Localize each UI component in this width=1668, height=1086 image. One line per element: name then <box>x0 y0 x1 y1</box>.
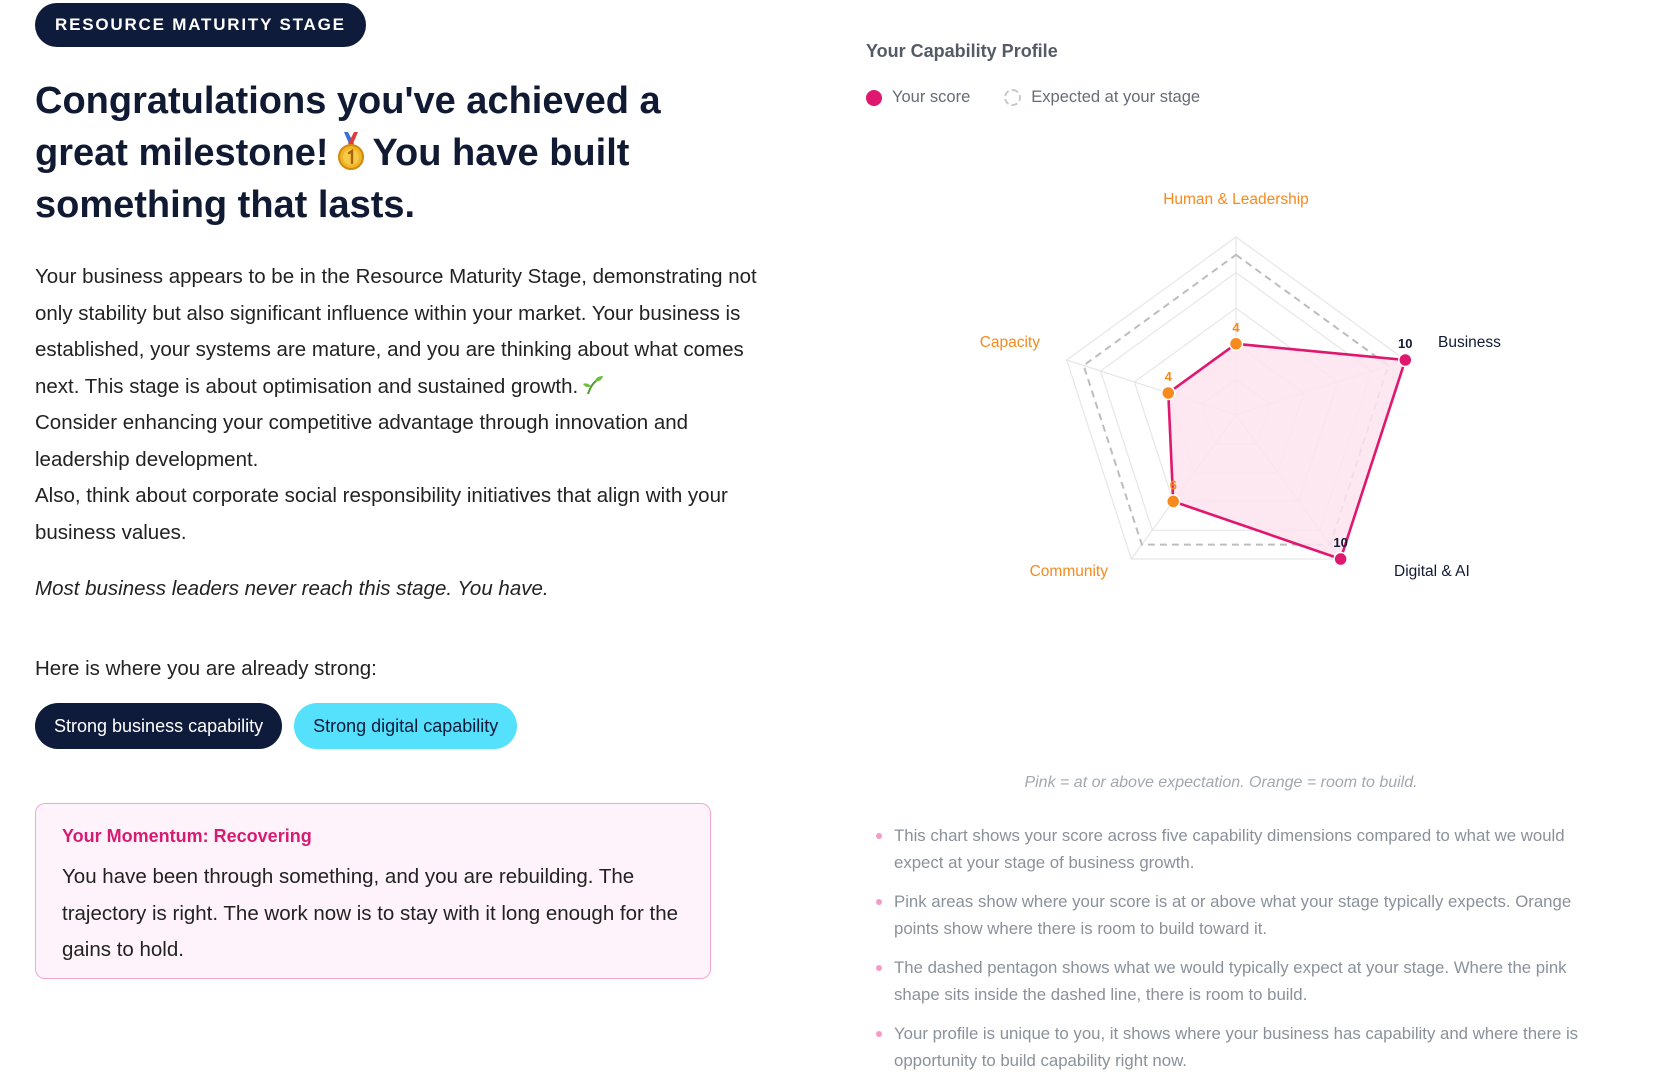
chart-note: Your profile is unique to you, it shows where your business has capability and where there is opportunity to build capability right now. <box>876 1020 1596 1074</box>
profile-title: Your Capability Profile <box>866 41 1058 61</box>
score-point <box>1334 553 1347 566</box>
score-value-label: 6 <box>1169 477 1177 493</box>
score-point <box>1167 495 1180 508</box>
medal-icon <box>335 131 367 171</box>
score-value-label: 10 <box>1398 335 1413 351</box>
headline-part-1: Congratulations you've achieved a great milestone! <box>35 80 661 174</box>
description-text-1: Your business appears to be in the Resource Maturity Stage, demonstrating not only stability but also significant influence within your market. Your business is established, your systems are mature, and you are thinking about what comes next. This stage is about optimisation and sustained growth. <box>35 265 757 398</box>
chart-caption: Pink = at or above expectation. Orange = room to build. <box>1024 774 1418 791</box>
chart-legend <box>866 88 1200 107</box>
chart-note: This chart shows your score across five capability dimensions compared to what we would expect at your stage of business growth. <box>876 822 1596 876</box>
stage-description <box>35 259 765 551</box>
stage-badge: RESOURCE MATURITY STAGE <box>35 3 366 47</box>
momentum-text: You have been through something, and you are rebuilding. The trajectory is right. The work now is to stay with it long enough for the gains to hold. <box>62 865 679 961</box>
score-point <box>1162 386 1175 399</box>
description-paragraph-1 <box>35 259 765 405</box>
strengths-intro: Here is where you are already strong: <box>35 657 377 680</box>
axis-label: Digital & AI <box>1394 563 1470 580</box>
capability-radar-chart <box>866 180 1576 650</box>
axis-label: Community <box>1029 563 1108 580</box>
your-score-legend-icon <box>866 90 882 106</box>
momentum-card <box>35 803 711 979</box>
score-value-label: 4 <box>1232 319 1240 335</box>
summary-panel <box>35 3 765 979</box>
closing-statement: Most business leaders never reach this stage. You have. <box>35 577 549 600</box>
strength-pills <box>35 703 765 749</box>
capability-profile-panel <box>866 0 1646 1086</box>
momentum-title: Your Momentum: Recovering <box>62 826 312 846</box>
score-value-label: 4 <box>1164 368 1172 384</box>
legend-your-score: Your score <box>892 88 971 106</box>
axis-label: Capacity <box>979 334 1040 351</box>
score-point <box>1230 337 1243 350</box>
seedling-icon <box>582 375 604 395</box>
axis-label: Human & Leadership <box>1163 191 1309 208</box>
description-paragraph-3: Also, think about corporate social responsibility initiatives that align with your business values. <box>35 484 728 544</box>
chart-notes <box>876 822 1596 1086</box>
chart-note: Pink areas show where your score is at or above what your stage typically expects. Orange points show where there is room to build toward it. <box>876 888 1596 942</box>
score-value-label: 10 <box>1333 535 1348 551</box>
score-polygon <box>1168 344 1405 559</box>
expected-legend-icon <box>1004 89 1021 106</box>
headline <box>35 75 735 231</box>
axis-label: Business <box>1438 334 1501 351</box>
chart-note: The dashed pentagon shows what we would typically expect at your stage. Where the pink shape sits inside the dashed line, there is room to build. <box>876 954 1596 1008</box>
description-paragraph-2: Consider enhancing your competitive advantage through innovation and leadership development. <box>35 411 689 471</box>
score-point <box>1399 353 1412 366</box>
strength-pill-business[interactable]: Strong business capability <box>35 703 282 749</box>
strength-pill-digital[interactable]: Strong digital capability <box>294 703 517 749</box>
legend-expected: Expected at your stage <box>1031 88 1201 106</box>
headline-part-2: You have built something that lasts. <box>35 132 630 226</box>
score-area <box>1168 344 1405 559</box>
